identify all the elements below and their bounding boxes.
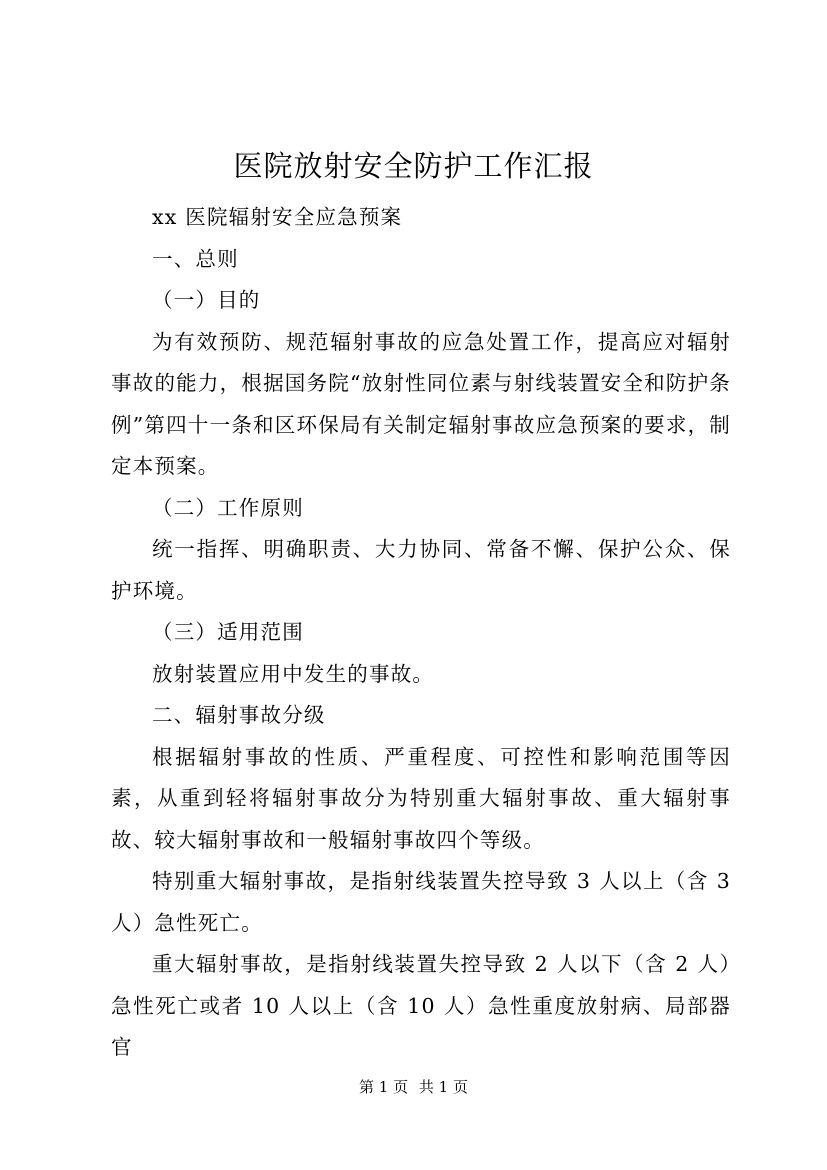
paragraph-section-general: 一、总则 [152, 246, 239, 271]
paragraph-especially-major: 特别重大辐射事故，是指射线装置失控导致 3 人以上（含 3 人）急性死亡。 [111, 869, 731, 935]
paragraph-purpose-text: 为有效预防、规范辐射事故的应急处置工作，提高应对辐射事故的能力，根据国务院“放射性同位素与射线装置安全和防护条例”第四十一条和区环保局有关制定辐射事故应急预案的要求，制定本预案。 [111, 329, 731, 478]
paragraph-subsection-scope: （三）适用范围 [152, 620, 304, 644]
page-number: 第 1 页 [359, 1078, 409, 1096]
paragraph-principles-text: 统一指挥、明确职责、大力协同、常备不懈、保护公众、保护环境。 [111, 537, 731, 603]
page-total: 共 1 页 [418, 1078, 468, 1096]
document-body [111, 197, 731, 1069]
paragraph-section-classification: 二、辐射事故分级 [152, 703, 326, 727]
paragraph-classification-text: 根据辐射事故的性质、严重程度、可控性和影响范围等因素，从重到轻将辐射事故分为特别重大辐射事故、重大辐射事故、较大辐射事故和一般辐射事故四个等级。 [111, 744, 731, 852]
paragraph-scope-text: 放射装置应用中发生的事故。 [152, 661, 435, 686]
paragraph-subsection-purpose: （一）目的 [152, 288, 261, 312]
page-footer [0, 1076, 827, 1098]
document-title: 医院放射安全防护工作汇报 [233, 149, 594, 183]
paragraph-plan-name: xx 医院辐射安全应急预案 [152, 205, 403, 229]
paragraph-major: 重大辐射事故，是指射线装置失控导致 2 人以下（含 2 人）急性死亡或者 10 人以上（含 10 人）急性重度放射病、局部器官 [111, 952, 731, 1059]
paragraph-subsection-principles: （二）工作原则 [152, 495, 304, 520]
